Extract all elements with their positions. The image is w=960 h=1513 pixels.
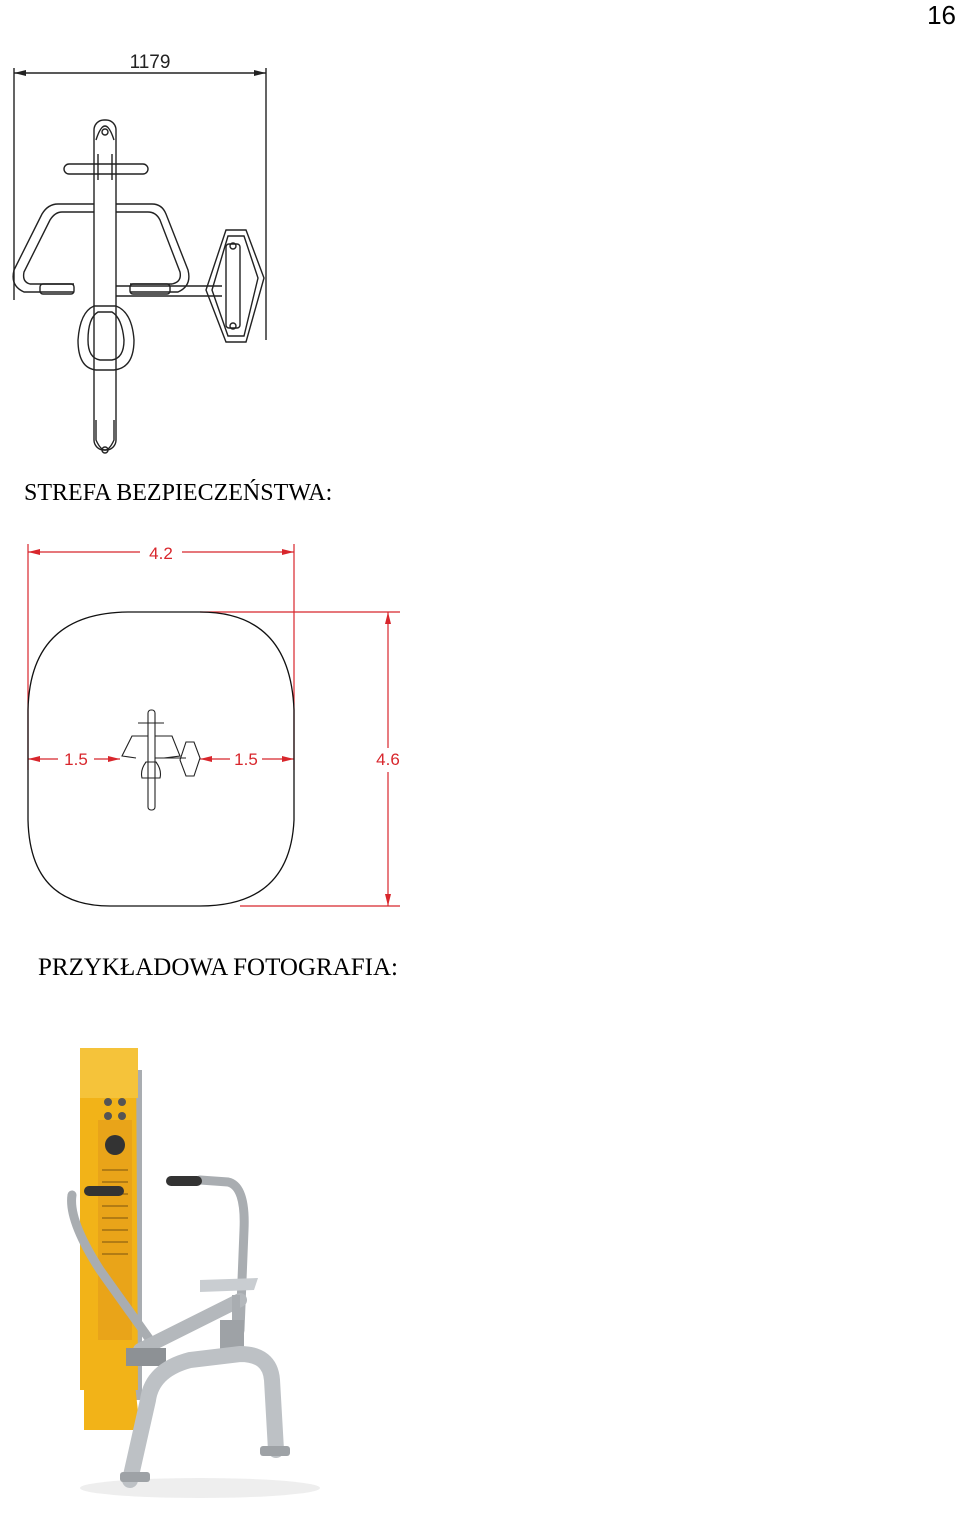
top-view-drawing bbox=[0, 40, 290, 465]
right-clearance-label: 1.5 bbox=[234, 750, 258, 769]
safety-zone-heading: STREFA BEZPIECZEŃSTWA: bbox=[24, 480, 333, 506]
left-clearance-label: 1.5 bbox=[64, 750, 88, 769]
dimension-lines bbox=[28, 544, 400, 906]
zone-width-label: 4.2 bbox=[149, 544, 173, 563]
safety-zone-drawing bbox=[0, 530, 430, 930]
example-photo bbox=[40, 1010, 350, 1510]
photo-heading: PRZYKŁADOWA FOTOGRAFIA: bbox=[38, 954, 398, 981]
zone-height-label: 4.6 bbox=[376, 750, 400, 769]
equipment-miniature bbox=[122, 710, 200, 810]
right-grip bbox=[166, 1176, 202, 1186]
page-number: 16 bbox=[927, 0, 956, 30]
left-grip bbox=[84, 1186, 124, 1196]
width-dimension-label: 1179 bbox=[129, 52, 171, 73]
